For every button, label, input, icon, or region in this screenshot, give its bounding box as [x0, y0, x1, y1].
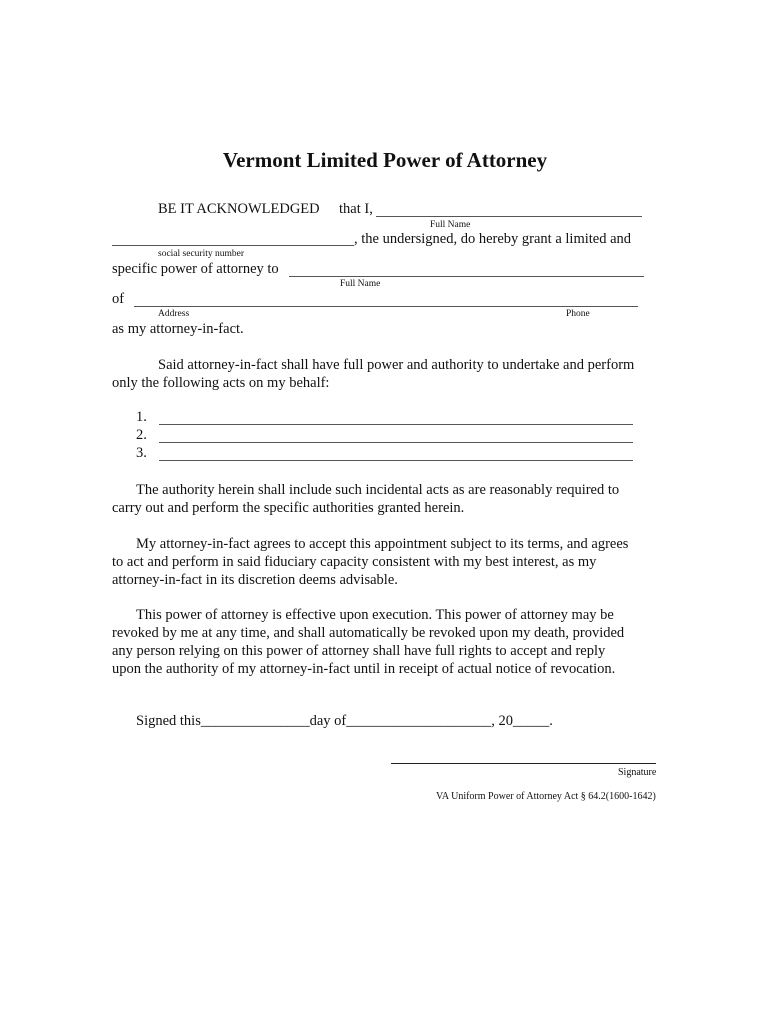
signed-year-field[interactable]: _____: [513, 713, 550, 729]
day-of-text: day of: [309, 713, 347, 729]
agreement-line-2: to act and perform in said fiduciary capacity consistent with my best interest, as my: [112, 554, 597, 570]
agreement-line-1: My attorney-in-fact agrees to accept this appointment subject to its terms, and agrees: [136, 536, 629, 552]
acts-intro-line-1: Said attorney-in-fact shall have full power and authority to undertake and perform: [158, 357, 635, 373]
agreement-line-3: attorney-in-fact in its discretion deems advisable.: [112, 572, 398, 588]
authority-line-2: carry out and perform the specific authorities granted herein.: [112, 500, 465, 516]
effective-line-2: revoked by me at any time, and shall automatically be revoked upon my death, provided: [112, 625, 625, 641]
ack-intro: BE IT ACKNOWLEDGED: [158, 201, 320, 217]
full-name-field-2[interactable]: [289, 276, 644, 277]
effective-line-4: upon the authority of my attorney-in-fact until in receipt of actual notice of revocation.: [112, 661, 616, 677]
ssn-field[interactable]: [112, 245, 354, 246]
act-field-3[interactable]: [159, 460, 633, 461]
ssn-label: social security number: [158, 249, 245, 259]
signed-month-field[interactable]: ____________________: [346, 713, 492, 729]
signed-line: [136, 713, 553, 730]
signature-field[interactable]: [391, 763, 656, 764]
undersigned-text: , the undersigned, do hereby grant a limited and: [354, 231, 632, 247]
effective-line-1: This power of attorney is effective upon execution. This power of attorney may be: [136, 607, 614, 623]
act-field-2[interactable]: [159, 442, 633, 443]
address-label: Address: [158, 309, 190, 319]
phone-label: Phone: [566, 309, 590, 319]
act-number-3: 3.: [136, 445, 147, 461]
act-number-2: 2.: [136, 427, 147, 443]
address-phone-field[interactable]: [134, 306, 638, 307]
signed-this-text: Signed this: [136, 713, 201, 729]
authority-line-1: The authority herein shall include such incidental acts as are reasonably required to: [136, 482, 620, 498]
full-name-field-1[interactable]: [376, 216, 642, 217]
of-text: of: [112, 291, 125, 307]
statute-reference: VA Uniform Power of Attorney Act § 64.2(1600-1642): [436, 791, 656, 802]
attorney-in-fact-text: as my attorney-in-fact.: [112, 321, 244, 337]
act-number-1: 1.: [136, 409, 147, 425]
acts-intro-line-2: only the following acts on my behalf:: [112, 375, 330, 391]
full-name-label-2: Full Name: [340, 279, 381, 289]
effective-line-3: any person relying on this power of attorney shall have full rights to accept and reply: [112, 643, 606, 659]
signed-day-field[interactable]: _______________: [200, 713, 310, 729]
ack-that-i: that I,: [339, 201, 373, 217]
document-title: Vermont Limited Power of Attorney: [222, 148, 548, 172]
signed-period: .: [549, 713, 553, 729]
act-field-1[interactable]: [159, 424, 633, 425]
specific-text: specific power of attorney to: [112, 261, 279, 277]
signature-label: Signature: [618, 767, 657, 778]
full-name-label-1: Full Name: [430, 220, 471, 230]
year-prefix-text: , 20: [491, 713, 513, 729]
